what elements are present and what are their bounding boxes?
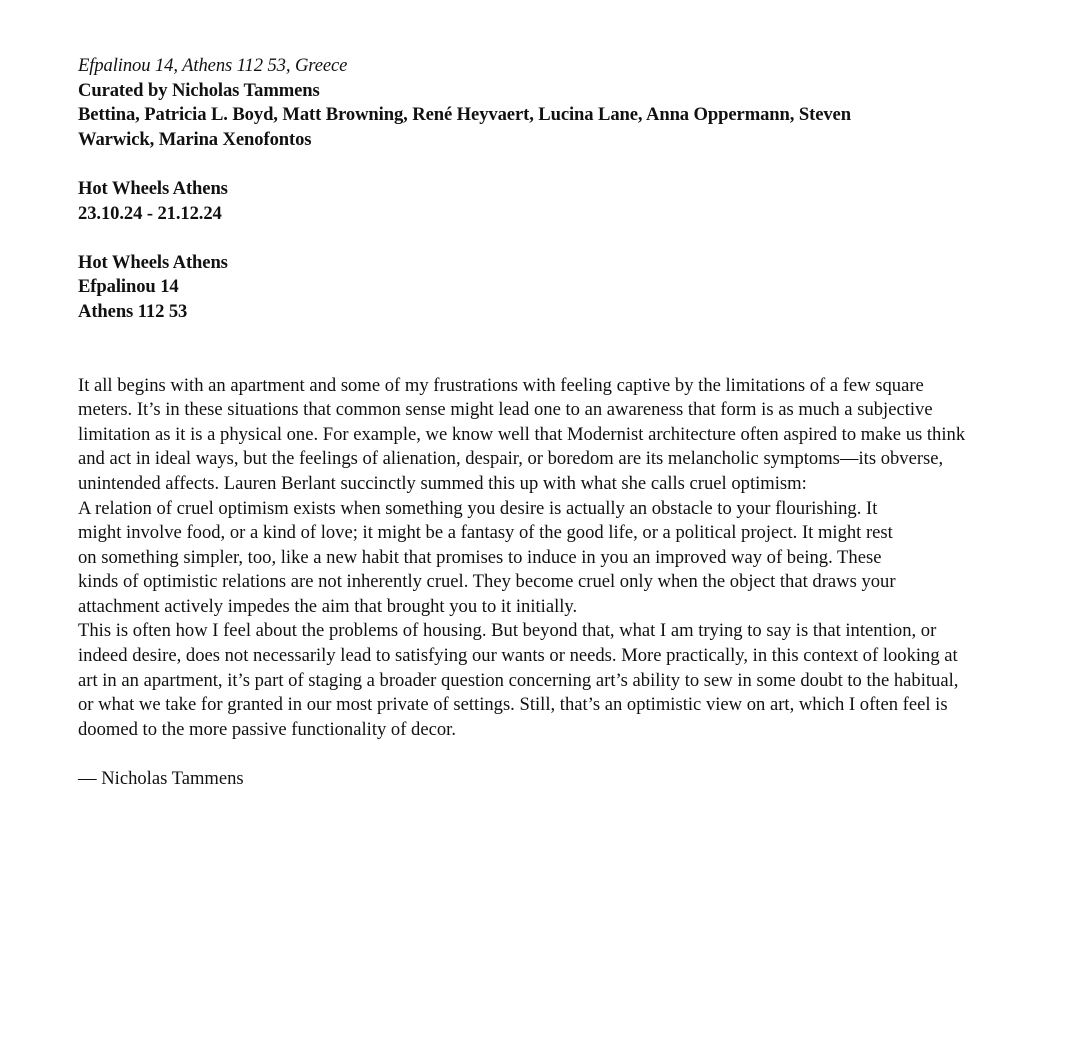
author-signature: — Nicholas Tammens: [78, 768, 244, 790]
venue-city: Athens 112 53: [78, 300, 188, 322]
spacer: [78, 152, 978, 177]
curatorial-essay: [78, 374, 978, 792]
curator-line: Curated by Nicholas Tammens: [78, 79, 320, 101]
exhibition-dates: 23.10.24 - 21.12.24: [78, 202, 222, 224]
address-line: Efpalinou 14, Athens 112 53, Greece: [78, 55, 348, 76]
venue-street: Efpalinou 14: [78, 276, 179, 298]
essay-paragraph-2: This is often how I feel about the problems of housing. But beyond that, what I am trying to say is that intention, or indeed desire, does not necessarily lead to satisfying our wants or needs. More practically, in this context of looking at art in an apartment, it’s part of staging a broader question concerning art’s ability to sew in some doubt to the habitual, or what we take for granted in our most private of settings. Still, that’s an optimistic view on art, which I often feel is doomed to the more passive functionality of decor.: [78, 620, 959, 740]
berlant-blockquote: A relation of cruel optimism exists when something you desire is actually an obstacle to your flourishing. It might involve food, or a kind of love; it might be a fantasy of the good life, or a political project. It might rest on something simpler, too, like a new habit that promises to induce in you an improved way of being. These kinds of optimistic relations are not inherently cruel. They become cruel only when the object that draws your attachment actively impedes the aim that brought you to it initially.: [78, 497, 896, 617]
artists-list: Bettina, Patricia L. Boyd, Matt Browning, René Heyvaert, Lucina Lane, Anna Oppermann, Steven Warwick, Marina Xenofontos: [78, 104, 851, 150]
exhibition-venue: Hot Wheels Athens: [78, 177, 228, 199]
essay-paragraph-1: It all begins with an apartment and some of my frustrations with feeling captive by the limitations of a few square meters. It’s in these situations that common sense might lead one to an awareness that form is as much a subjective limitation as it is a physical one. For example, we know well that Modernist architecture often aspired to make us think and act in ideal ways, but the feelings of alienation, despair, or boredom are its melancholic symptoms—its obverse, unintended affects. Lauren Berlant succinctly summed this up with what she calls cruel optimism:: [78, 374, 966, 494]
spacer: [78, 226, 978, 251]
venue-name: Hot Wheels Athens: [78, 251, 228, 273]
spacer: [78, 325, 978, 374]
exhibition-header: [78, 54, 978, 325]
press-release-document: [78, 54, 978, 792]
